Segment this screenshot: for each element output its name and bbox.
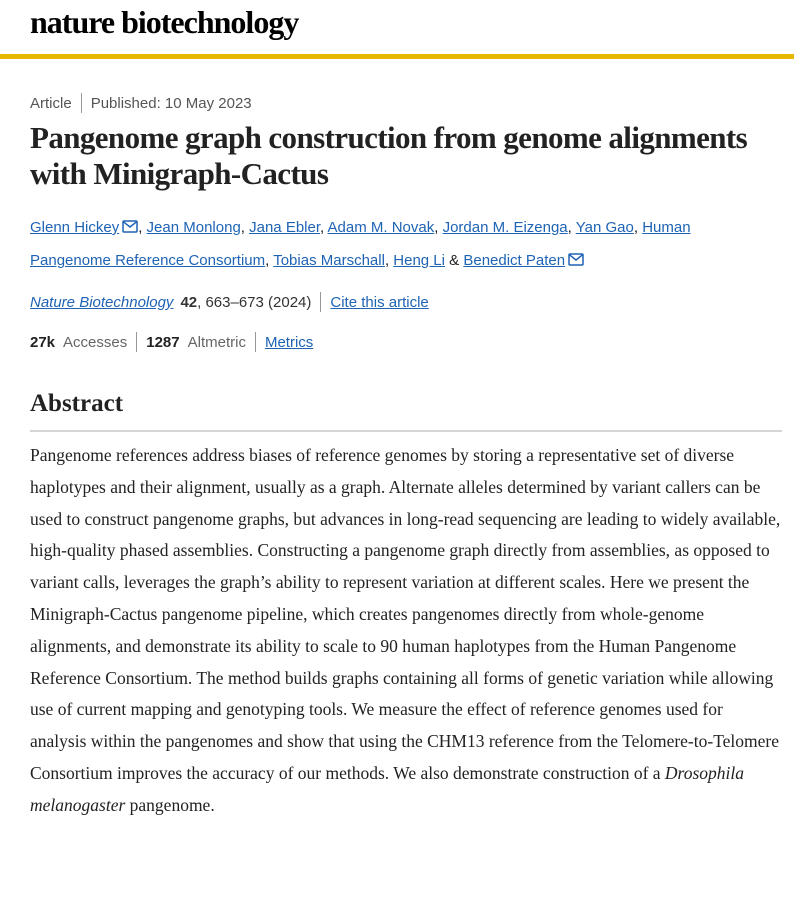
citation-line [30, 292, 429, 312]
journal-logo[interactable]: nature biotechnology [30, 4, 299, 40]
journal-header [0, 0, 794, 59]
abstract-divider [30, 430, 782, 432]
divider [81, 93, 82, 113]
author-link[interactable]: Tobias Marschall [273, 252, 385, 269]
pages-year: , 663–673 (2024) [197, 293, 312, 311]
journal-link[interactable]: Nature Biotechnology [30, 293, 174, 311]
abstract-body: Pangenome references address biases of reference genomes by storing a representative set of diverse haplotypes and their alignment, usually as a graph. Alternate alleles determined by variant callers can be used to construct pangenome graphs, but advances in long-read sequencing are leading to widely available, high-quality phased assemblies. Constructing a pangenome graph directly from assemblies, as opposed to variant calls, leverages the graph’s ability to represent variation at different scales. Here we present the Minigraph-Cactus pangenome pipeline, which creates pangenomes directly from whole-genome alignments, and demonstrate its ability to scale to 90 human haplotypes from the Human Pangenome Reference Consortium. The method builds graphs containing all forms of genetic variation while allowing use of current mapping and genotyping tools. We measure the effect of reference genomes used for analysis within the pangenomes and show that using the CHM13 reference from the Telomere-to-Telomere Consortium improves the accuracy of our methods. We also demonstrate construction of a [30, 445, 781, 783]
divider [320, 292, 321, 312]
article-type: Article [30, 94, 72, 112]
divider [136, 332, 137, 352]
author-separator: , [138, 219, 143, 236]
article-meta [30, 93, 252, 113]
abstract-text [30, 440, 782, 822]
author-link[interactable]: Glenn Hickey [30, 219, 120, 236]
header-accent-rule [0, 54, 794, 59]
envelope-icon[interactable] [568, 246, 584, 278]
author-separator: , [265, 252, 270, 269]
author-link[interactable]: Benedict Paten [463, 252, 566, 269]
abstract-ending: pangenome. [129, 794, 215, 815]
volume: 42 [180, 293, 198, 311]
article-title: Pangenome graph construction from genome alignments with Minigraph-Cactus [30, 120, 748, 191]
abstract-heading: Abstract [30, 390, 124, 417]
author-link[interactable]: Human Pangenome Reference Consortium [30, 219, 691, 269]
cite-this-article-link[interactable]: Cite this article [330, 293, 429, 311]
author-separator: , [320, 219, 325, 236]
metrics-bar [30, 332, 313, 352]
author-separator: , [633, 219, 639, 236]
accesses-count: 27k [30, 333, 56, 351]
envelope-icon[interactable] [122, 213, 138, 245]
divider [255, 332, 256, 352]
author-separator: , [384, 252, 390, 269]
author-separator: , [240, 219, 245, 236]
species-name: Drosophila melanogaster [30, 762, 745, 815]
metrics-link[interactable]: Metrics [264, 333, 314, 351]
author-link[interactable]: Adam M. Novak [327, 219, 435, 236]
author-link[interactable]: Jean Monlong [146, 219, 241, 236]
author-separator: , [434, 219, 439, 236]
author-list [30, 212, 770, 278]
author-link[interactable]: Jana Ebler [249, 219, 321, 236]
author-ampersand: & [449, 252, 460, 269]
published-date: Published: 10 May 2023 [90, 94, 252, 112]
author-link[interactable]: Jordan M. Eizenga [442, 219, 568, 236]
altmetric-score: 1287 [146, 333, 180, 351]
author-separator: , [567, 219, 572, 236]
altmetric-label: Altmetric [187, 333, 246, 351]
accesses-label: Accesses [63, 333, 128, 351]
author-link[interactable]: Yan Gao [575, 219, 634, 236]
author-link[interactable]: Heng Li [393, 252, 445, 269]
